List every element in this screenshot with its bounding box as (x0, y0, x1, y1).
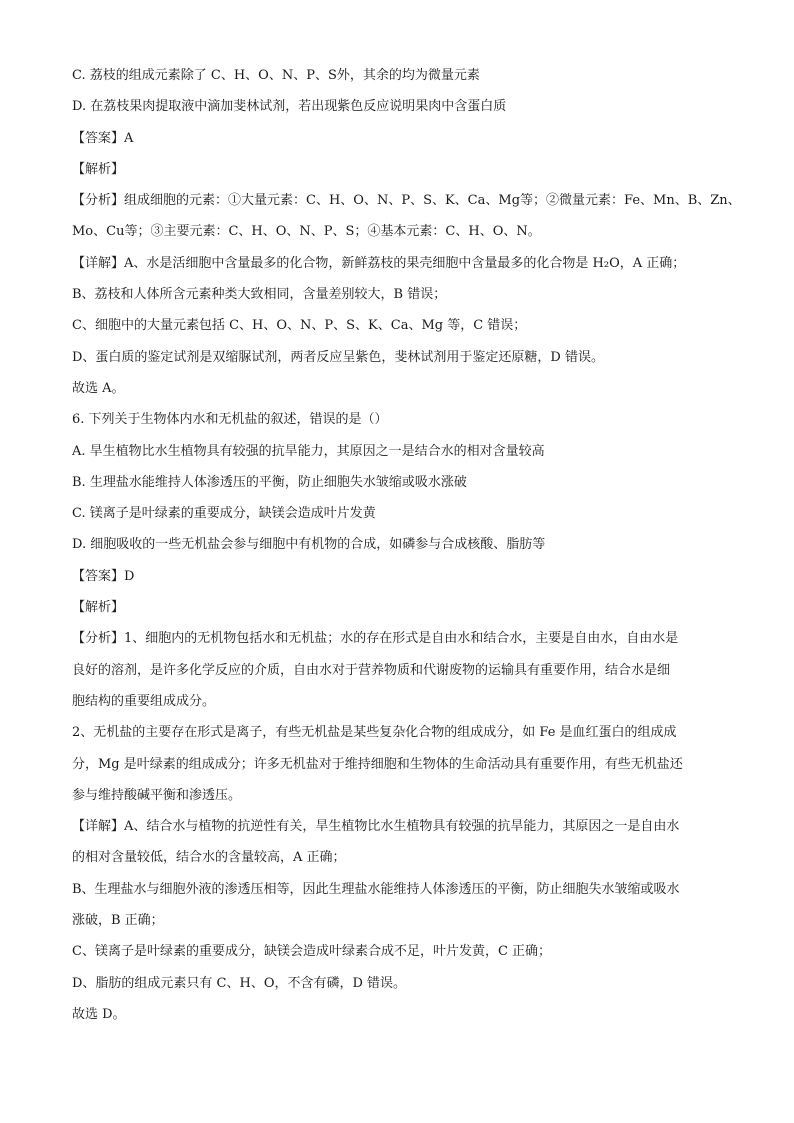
explanation-label-q5: 【解析】 (72, 161, 125, 177)
answer-label-q5: 【答案】A (72, 130, 134, 146)
analysis-q5-line1: 【分析】组成细胞的元素：①大量元素：C、H、O、N、P、S、K、Ca、Mg等；②微量元素：Fe、Mn、B、Zn、 (72, 193, 741, 209)
analysis-q6-line6: 参与维持酸碱平衡和渗透压。 (72, 787, 242, 803)
answer-label-q6: 【答案】D (72, 568, 135, 584)
detail-q6-c: C、镁离子是叶绿素的重要成分，缺镁会造成叶绿素合成不足，叶片发黄，C 正确； (72, 944, 552, 960)
question-6-option-a: A. 旱生植物比水生植物具有较强的抗旱能力，其原因之一是结合水的相对含量较高 (72, 443, 545, 459)
analysis-q6-line3: 胞结构的重要组成成分。 (72, 693, 216, 709)
detail-q5-b: B、荔枝和人体所含元素种类大致相同，含量差别较大，B 错误； (72, 287, 447, 303)
detail-q6-a-line1: 【详解】A、结合水与植物的抗逆性有关，旱生植物比水生植物具有较强的抗旱能力，其原因之一是自由水 (72, 819, 680, 835)
detail-q5-c: C、细胞中的大量元素包括 C、H、O、N、P、S、K、Ca、Mg 等，C 错误； (72, 318, 527, 334)
detail-q6-b-line1: B、生理盐水与细胞外液的渗透压相等，因此生理盐水能维持人体渗透压的平衡，防止细胞失水皱缩或吸水 (72, 881, 680, 897)
detail-q6-d: D、脂肪的组成元素只有 C、H、O，不含有磷，D 错误。 (72, 975, 407, 991)
detail-q6-a-line2: 的相对含量较低，结合水的含量较高，A 正确； (72, 850, 346, 866)
detail-q5-d: D、蛋白质的鉴定试剂是双缩脲试剂，两者反应呈紫色，斐林试剂用于鉴定还原糖，D 错误。 (72, 349, 604, 365)
question-6-option-b: B. 生理盐水能维持人体渗透压的平衡，防止细胞失水皱缩或吸水涨破 (72, 474, 467, 490)
option-c-prev: C. 荔枝的组成元素除了 C、H、O、N、P、S外，其余的均为微量元素 (72, 68, 480, 83)
detail-q5-a: 【详解】A、水是活细胞中含量最多的化合物，新鲜荔枝的果壳细胞中含量最多的化合物是 H₂O，A 正确； (72, 255, 686, 271)
analysis-q6-line4: 2、无机盐的主要存在形式是离子，有些无机盐是某些复杂化合物的组成成分，如 Fe 是血红蛋白的组成成 (72, 725, 677, 741)
analysis-q6-line2: 良好的溶剂，是许多化学反应的介质，自由水对于营养物质和代谢废物的运输具有重要作用，结合水是细 (72, 662, 671, 678)
question-6-option-c: C. 镁离子是叶绿素的重要成分，缺镁会造成叶片发黄 (72, 506, 376, 522)
conclusion-q5: 故选 A。 (72, 380, 125, 396)
question-6-option-d: D. 细胞吸收的一些无机盐会参与细胞中有机物的合成，如磷参与合成核酸、脂肪等 (72, 537, 546, 553)
analysis-q6-line1: 【分析】1、细胞内的无机物包括水和无机盐；水的存在形式是自由水和结合水，主要是自由水，自由水是 (72, 631, 679, 647)
analysis-q5-line2: Mo、Cu等；③主要元素：C、H、O、N、P、S；④基本元素：C、H、O、N。 (72, 224, 541, 240)
detail-q6-b-line2: 涨破，B 正确； (72, 913, 164, 929)
option-d-prev: D. 在荔枝果肉提取液中滴加斐林试剂，若出现紫色反应说明果肉中含蛋白质 (72, 99, 507, 115)
explanation-label-q6: 【解析】 (72, 600, 125, 616)
question-6-stem: 6. 下列关于生物体内水和无机盐的叙述，错误的是（） (72, 412, 388, 428)
conclusion-q6: 故选 D。 (72, 1006, 126, 1022)
analysis-q6-line5: 分，Mg 是叶绿素的组成成分；许多无机盐对于维持细胞和生物体的生命活动具有重要作用，有些无机盐还 (72, 756, 683, 772)
document-page (72, 60, 741, 1030)
